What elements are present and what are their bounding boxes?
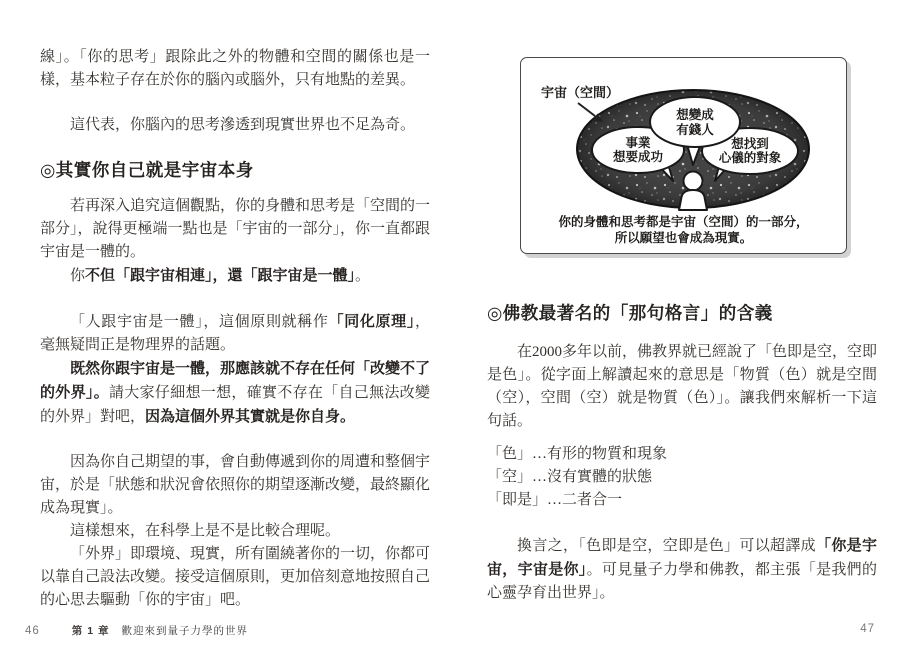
definitions-list	[487, 443, 877, 512]
text-run: 「人跟宇宙是一體」，這個原則就稱作	[70, 314, 329, 330]
paragraph-continuation: 線」。「你的思考」跟除此之外的物體和空間的關係也是一樣，基本粒子存在於你的腦內或腦外，只有地點的差異。	[40, 49, 430, 88]
page-number-left: 46	[25, 625, 40, 637]
page-left-column	[40, 46, 430, 612]
text-run: 你	[70, 268, 86, 284]
definition-item: 「即是」…二者合一	[487, 492, 623, 508]
text-run: 換言之，「色即是空，空即是色」可以超譯成	[517, 538, 816, 554]
definition-item: 「空」…沒有實體的狀態	[487, 469, 653, 485]
text-run-bold: 「同化原理」	[328, 313, 415, 330]
paragraph-summary: 這代表，你腦內的思考滲透到現實世界也不足為奇。	[70, 117, 416, 133]
paragraph-translation	[487, 534, 877, 605]
text-run: 。	[355, 268, 371, 284]
bubble-top-line1: 想變成	[676, 108, 714, 122]
paragraph-drive: 「外界」即環境、現實，所有圍繞著你的一切，你都可以靠自己設法改變。接受這個原則，更加倍刻意地按照自己的心思去驅動「你的宇宙」吧。	[40, 546, 431, 608]
paragraph-reasonable: 這樣想來，在科學上是不是比較合理呢。	[70, 523, 341, 539]
person-head	[684, 172, 703, 191]
text-run: ，毫無疑問正是物理界的話題。	[40, 314, 430, 353]
universe-diagram-graphic	[521, 60, 845, 212]
figure-caption	[521, 214, 846, 246]
text-run-bold: 既然你跟宇宙是一體，那應該就不存在任何「改變不了的外界」。	[40, 360, 431, 401]
bubble-top-line2: 有錢人	[676, 123, 714, 137]
universe-diagram-box	[520, 57, 847, 254]
paragraph-viewpoint: 若再深入追究這個觀點，你的身體和思考是「空間的一部分」，說得更極端一點也是「宇宙的一部分」，你一直都跟宇宙是一體的。	[40, 198, 431, 260]
text-run-bold: 因為這個外界其實就是你自身。	[145, 408, 356, 425]
text-run: 。可見量子力學和佛教，都主張「是我們的心靈孕育出世界」。	[487, 562, 877, 601]
text-run-bold: 「你是宇宙，宇宙是你」	[487, 537, 877, 578]
page-number-right: 47	[860, 623, 875, 635]
bubble-right-line1: 想找到	[731, 137, 769, 151]
text-run-bold: 不但「跟宇宙相連」，還「跟宇宙是一體」	[85, 267, 356, 284]
paragraph-oneness	[40, 264, 430, 288]
paragraph-outside	[40, 357, 430, 429]
footer-chapter: 第 1 章	[71, 625, 110, 637]
bubble-top	[650, 97, 740, 147]
figure-caption-line2: 所以願望也會成為現實。	[614, 231, 753, 245]
definition-item: 「色」…有形的物質和現象	[487, 446, 668, 462]
figure-caption-line1: 你的身體和思考都是宇宙（空間）的一部分，	[558, 215, 809, 229]
paragraph-buddhism: 在2000多年以前，佛教界就已經說了「色即是空，空即是色」。從字面上解讀起來的意思是「物質（色）就是空間（空），空間（空）就是物質（色）」。讓我們來解析一下這句話。	[487, 344, 878, 429]
paragraph-principle	[40, 310, 430, 357]
bubble-left-line1: 事業	[625, 136, 651, 150]
footer-chapter-title: 歡迎來到量子力學的世界	[121, 625, 248, 637]
footer-left	[25, 623, 248, 638]
page-right-column	[487, 46, 877, 605]
bubble-left-line2: 想要成功	[612, 150, 664, 164]
section-heading-right: ◎佛教最著名的「那句格言」的含義	[487, 303, 773, 323]
label-arrow-line	[578, 103, 595, 116]
text-run: 請大家仔細想一想，確實不存在「自己無法改變的外界」對吧，	[40, 385, 430, 425]
paragraph-wish: 因為你自己期望的事，會自動傳遞到你的周遭和整個宇宙，於是「狀態和狀況會依照你的期望逐漸改變，最終顯化成為現實」。	[40, 454, 431, 516]
person-body	[679, 190, 707, 210]
bubble-right-line2: 心儀的對象	[718, 151, 782, 165]
universe-label: 宇宙（空間）	[541, 85, 620, 100]
section-heading-left: ◎其實你自己就是宇宙本身	[40, 160, 254, 180]
